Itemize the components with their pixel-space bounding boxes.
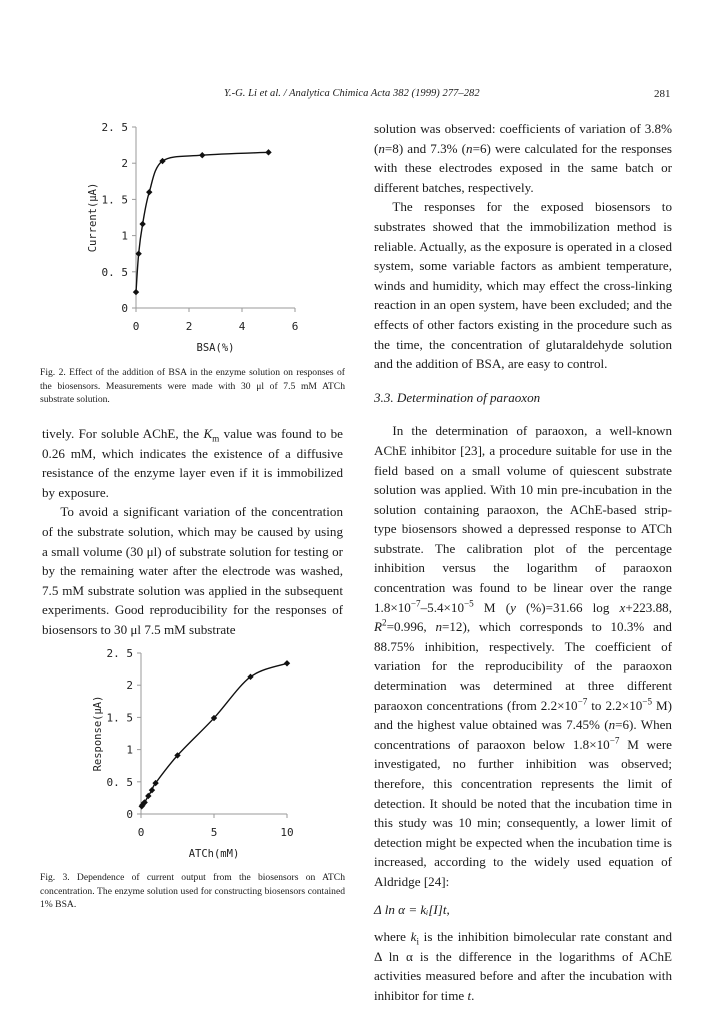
section-heading: 3.3. Determination of paraoxon — [374, 389, 541, 405]
y-tick-label: 1 — [126, 743, 133, 757]
y-tick-label: 0 — [121, 302, 128, 315]
y-tick-label: 0 — [126, 808, 133, 821]
y-tick-label: 0. 5 — [106, 775, 133, 789]
left-column-text — [42, 424, 343, 640]
figure-2-caption: Fig. 2. Effect of the addition of BSA in the enzyme solution on responses of the biosensors. Measurements were made with 30 μl of 7.5 mM ATCh substrate solution. — [40, 367, 345, 406]
figure-3-plot — [70, 635, 320, 865]
x-tick-label: 10 — [280, 826, 294, 839]
y-axis-label: Current(μA) — [87, 182, 99, 253]
x-tick-label: 5 — [210, 826, 218, 839]
equation: Δ ln α = kᵢ[I]t, — [374, 901, 450, 917]
data-line — [136, 152, 269, 292]
data-point-marker — [146, 189, 152, 195]
x-axis-label: BSA(%) — [196, 342, 235, 354]
data-point-marker — [149, 787, 155, 793]
figure-2-chart — [70, 110, 320, 360]
running-header — [0, 88, 717, 104]
paragraph: To avoid a significant variation of the concentration of the substrate solution, which may be caused by using a small volume (30 μl) of substrate solution for testing or by the remaining water after the electrode was washed, 7.5 mM substrate solution was applied in the subsequent experiments. Good reproducibility for the responses of biosensors to 30 μl 7.5 mM substrate — [42, 504, 343, 637]
data-point-marker — [139, 221, 145, 227]
x-tick-label: 0 — [132, 320, 140, 333]
figure-3-chart — [70, 635, 320, 865]
figure-3-caption: Fig. 3. Dependence of current output from the biosensors on ATCh concentration. The enzyme solution used for constructing biosensors contained 1% BSA. — [40, 872, 345, 911]
y-tick-label: 1. 5 — [101, 193, 128, 207]
data-point-marker — [284, 660, 290, 666]
page-number: 281 — [654, 88, 671, 100]
paragraph: In the determination of paraoxon, a well-known AChE inhibitor [23], a procedure suitable for use in the field based on a small volume of quiescent substrate solution was applied. With 10 min pre-incubation in the solution containing paraoxon, the AChE-based strip-type biosensors showed a depressed response to ATCh substrate. The calibration plot of the percentage inhibition versus the logarithm of paraoxon concentration was found to be linear over the range $1.8\times 10^{-7}-5.4\times 10^{-5}$ M (y (%)=31.66 log x+223.88, $R^2=0.996$, n=12), which corresponds to 10.3% and 88.75% inhibition, respectively. The coefficient of variation for the reproducibility of the paraoxon determination was determined at three different paraoxon concentrations (from $2.2\times 10^{-7}$ to $2.2\times 10^{-5}$ M) and the highest value obtained was 7.45% (n=6). When concentrations of paraoxon below $1.8\times 10^{-7}$ M were investigated, no further inhibition was observed; therefore, this concentration represents the limit of detection. It should be noted that the incubation time in this study was 10 min; consequently, a lower limit of detection might be expected when the incubation time is increased, according to the widely used equation of Aldridge [24]: — [374, 423, 673, 889]
paragraph: The responses for the exposed biosensors to substrates showed that the immobilization method is reliable. Actually, as the exposure is operated in a closed system, some variable factors as ambient temperature, winds and humidity, which may effect the cross-linking reaction in an open system, have been excluded; and the effects of other factors existing in the procedure such as the time, the concentration of glutaraldehyde solution and the addition of BSA, are easy to control. — [374, 199, 672, 372]
figure-2-plot — [70, 110, 320, 360]
x-tick-label: 6 — [291, 320, 299, 333]
y-tick-label: 0. 5 — [101, 265, 128, 279]
x-tick-label: 4 — [238, 320, 246, 333]
y-tick-label: 2. 5 — [101, 121, 128, 134]
y-axis-label: Response(μA) — [92, 695, 104, 772]
y-tick-label: 2 — [126, 679, 133, 693]
data-point-marker — [133, 289, 139, 295]
data-point-marker — [265, 149, 271, 155]
paragraph: tively. For soluble AChE, the $K_m$ value was found to be 0.26 mM, which indicates the existence of a diffusive resistance of the enzyme layer even if it is immobilized by exposure. — [42, 426, 343, 500]
y-tick-label: 2. 5 — [106, 647, 133, 660]
y-tick-label: 2 — [121, 157, 128, 171]
paragraph: where $k_i$ is the inhibition bimolecular rate constant and Δ ln α is the difference in the logarithms of AChE activities measured before and after the incubation with inhibitor for time t. — [374, 929, 673, 1003]
y-tick-label: 1 — [121, 229, 128, 243]
x-tick-label: 0 — [137, 826, 145, 839]
right-column-text — [374, 119, 672, 1006]
data-point-marker — [199, 152, 205, 158]
x-tick-label: 2 — [185, 320, 193, 333]
y-tick-label: 1. 5 — [106, 711, 133, 725]
running-title: Y.-G. Li et al. / Analytica Chimica Acta 382 (1999) 277–282 — [224, 88, 480, 99]
data-line — [142, 663, 287, 806]
x-axis-label: ATCh(mM) — [188, 848, 240, 860]
paragraph: solution was observed: coefficients of variation of 3.8% (n=8) and 7.3% (n=6) were calculated for the responses with these electrodes exposed in the same batch or different batches, respectively. — [374, 121, 672, 195]
